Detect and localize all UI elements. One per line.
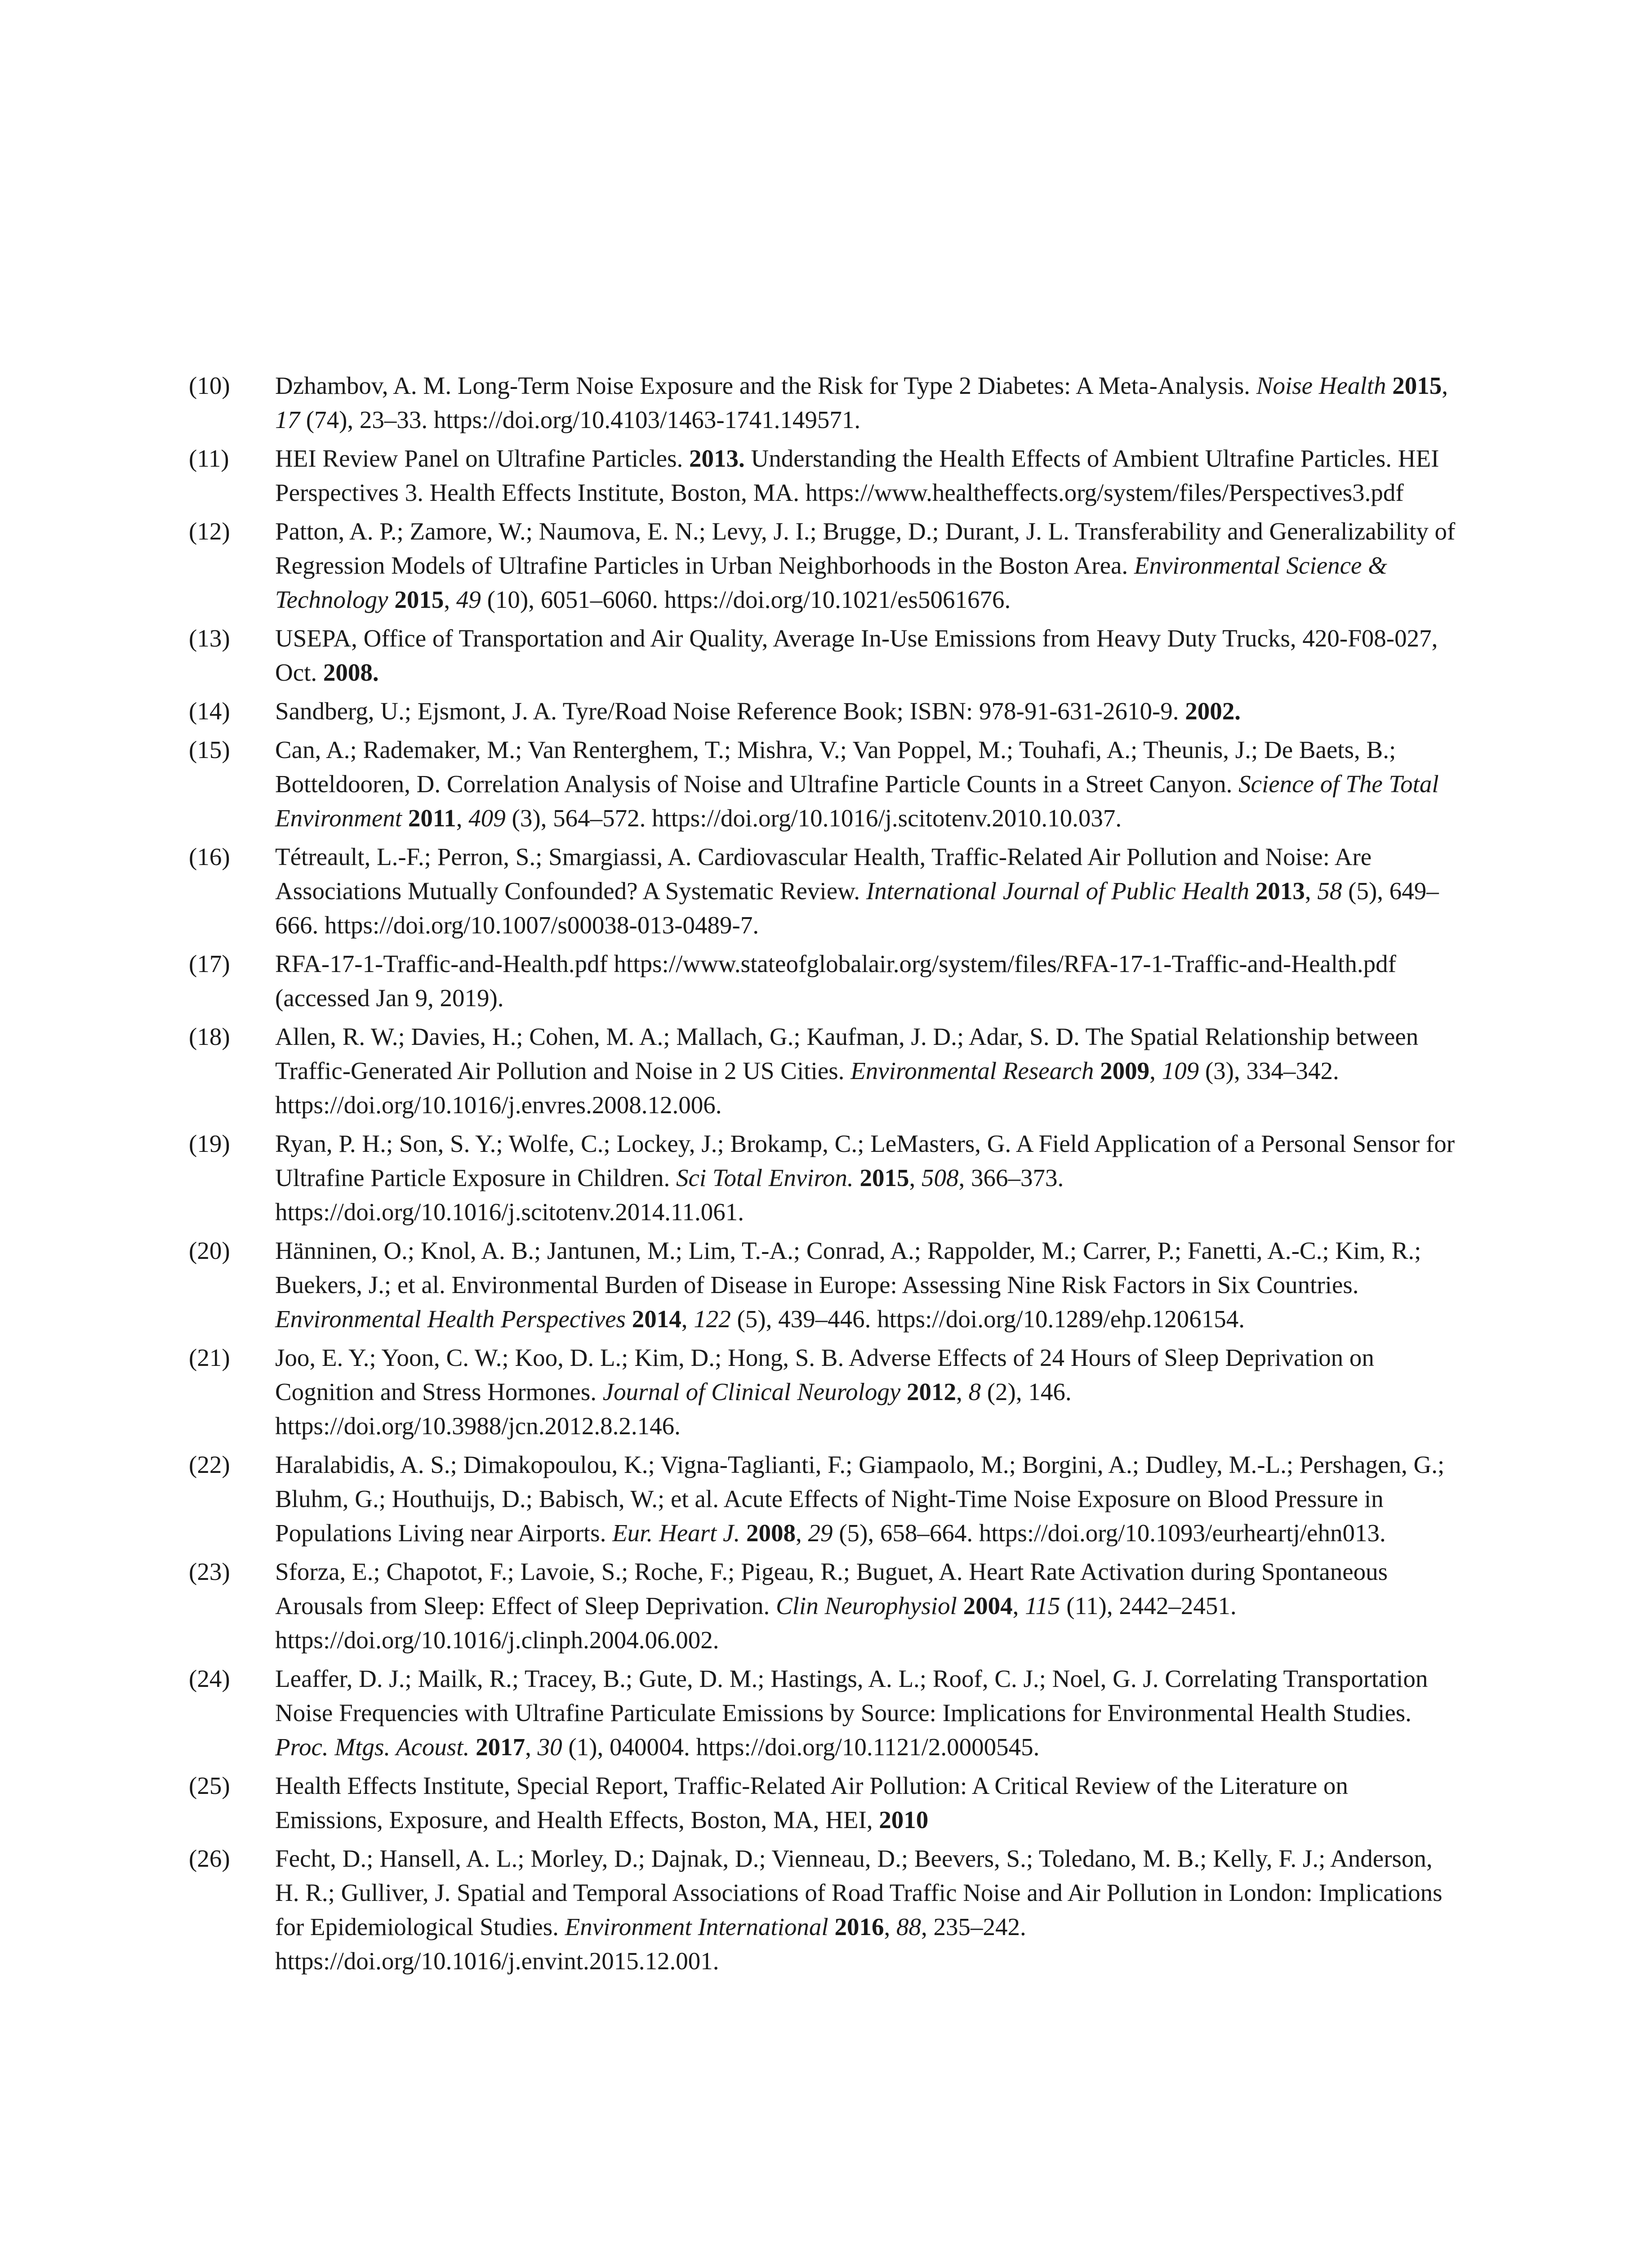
reference-number: (19): [189, 1130, 230, 1157]
reference-italic: Environment International: [565, 1913, 828, 1940]
reference-segment: [388, 586, 395, 613]
reference-italic: Science of The Total Environment: [275, 770, 1439, 832]
reference-number: (11): [189, 445, 229, 472]
reference-segment: (3), 334–342. https://doi.org/10.1016/j.envres.2008.12.006.: [275, 1057, 1339, 1119]
reference-segment: [1249, 877, 1256, 905]
reference-segment: Patton, A. P.; Zamore, W.; Naumova, E. N.; Levy, J. I.; Brugge, D.; Durant, J. L. Transferability and Generalizability of Regression Models of Ultrafine Particles in Urban Neighborhoods in the Boston Area.: [275, 517, 1456, 579]
reference-italic: Eur. Heart J.: [612, 1519, 740, 1547]
reference-number: (12): [189, 517, 230, 545]
reference-segment: ,: [884, 1913, 896, 1940]
reference-entry: [189, 369, 1456, 437]
reference-segment: Haralabidis, A. S.; Dimakopoulou, K.; Vigna-Taglianti, F.; Giampaolo, M.; Borgini, A.; Dudley, M.-L.; Pershagen, G.; Bluhm, G.; Houthuijs, D.; Babisch, W.; et al. Acute Effects of Night-Time Noise Exposure on Blood Pressure in Populations Living near Airports.: [275, 1451, 1445, 1547]
reference-segment: Understanding the Health Effects of Ambient Ultrafine Particles. HEI Perspectives 3. Health Effects Institute, Boston, MA. https://www.healtheffects.org/system/files/Perspectives3.pdf: [275, 445, 1439, 506]
reference-entry: [189, 1341, 1456, 1443]
reference-year: 2008.: [323, 659, 379, 686]
reference-number: (16): [189, 843, 230, 870]
reference-segment: (3), 564–572. https://doi.org/10.1016/j.scitotenv.2010.10.037.: [505, 804, 1122, 832]
reference-segment: ,: [1305, 877, 1318, 905]
reference-italic: Environmental Research: [850, 1057, 1094, 1084]
reference-text: [275, 1448, 1456, 1550]
reference-segment: Dzhambov, A. M. Long-Term Noise Exposure and the Risk for Type 2 Diabetes: A Meta-Analysis.: [275, 372, 1256, 399]
reference-text: [275, 733, 1456, 835]
reference-segment: ,: [681, 1305, 694, 1333]
reference-number: (18): [189, 1023, 230, 1050]
reference-segment: Tétreault, L.-F.; Perron, S.; Smargiassi, A. Cardiovascular Health, Traffic-Related Air Pollution and Noise: Are Associations Mutually Confounded? A Systematic Review.: [275, 843, 1372, 905]
reference-year: 2015: [859, 1164, 909, 1191]
reference-segment: [469, 1733, 476, 1761]
reference-segment: (10), 6051–6060. https://doi.org/10.1021/es5061676.: [481, 586, 1011, 613]
reference-segment: (5), 649–666. https://doi.org/10.1007/s00038-013-0489-7.: [275, 877, 1439, 939]
reference-italic: Clin Neurophysiol: [775, 1592, 957, 1619]
reference-italic: Proc. Mtgs. Acoust.: [275, 1733, 470, 1761]
reference-italic: International Journal of Public Health: [866, 877, 1250, 905]
reference-year: 2015: [1392, 372, 1442, 399]
reference-entry: [189, 694, 1456, 728]
reference-italic: 115: [1025, 1592, 1060, 1619]
reference-segment: [402, 804, 408, 832]
reference-segment: ,: [956, 1378, 969, 1405]
reference-number: (24): [189, 1665, 230, 1692]
reference-number: (17): [189, 950, 230, 977]
reference-segment: ,: [795, 1519, 808, 1547]
reference-italic: 58: [1317, 877, 1342, 905]
reference-text: [275, 1555, 1456, 1657]
reference-italic: 109: [1162, 1057, 1199, 1084]
reference-entry: [189, 840, 1456, 942]
reference-text: [275, 947, 1456, 1015]
reference-segment: Hänninen, O.; Knol, A. B.; Jantunen, M.; Lim, T.-A.; Conrad, A.; Rappolder, M.; Carrer, P.; Fanetti, A.-C.; Kim, R.; Buekers, J.; et al. Environmental Burden of Disease in Europe: Assessing Nine Risk Factors in Six Countries.: [275, 1237, 1421, 1298]
reference-entry: [189, 1769, 1456, 1837]
reference-text: [275, 1234, 1456, 1336]
reference-segment: Fecht, D.; Hansell, A. L.; Morley, D.; Dajnak, D.; Vienneau, D.; Beevers, S.; Toledano, M. B.; Kelly, F. J.; Anderson, H. R.; Gulliver, J. Spatial and Temporal Associations of Road Traffic Noise and Air Pollution in London: Implications for Epidemiological Studies.: [275, 1845, 1443, 1940]
reference-italic: 49: [456, 586, 481, 613]
reference-year: 2008: [746, 1519, 796, 1547]
reference-italic: 409: [468, 804, 506, 832]
reference-year: 2004: [963, 1592, 1013, 1619]
reference-segment: Can, A.; Rademaker, M.; Van Renterghem, T.; Mishra, V.; Van Poppel, M.; Touhafi, A.; Theunis, J.; De Baets, B.; Botteldooren, D. Correlation Analysis of Noise and Ultrafine Particle Counts in a Street Canyon.: [275, 736, 1396, 798]
reference-year: 2015: [394, 586, 444, 613]
reference-number: (10): [189, 372, 230, 399]
reference-segment: [854, 1164, 860, 1191]
reference-segment: [957, 1592, 963, 1619]
reference-year: 2009: [1100, 1057, 1150, 1084]
reference-italic: 8: [968, 1378, 981, 1405]
reference-segment: RFA-17-1-Traffic-and-Health.pdf https://www.stateofglobalair.org/system/files/RFA-17-1-Traffic-and-Health.pdf (accessed Jan 9, 2019).: [275, 950, 1396, 1012]
reference-text: [275, 514, 1456, 617]
reference-number: (13): [189, 624, 230, 652]
reference-segment: , 235–242. https://doi.org/10.1016/j.envint.2015.12.001.: [275, 1913, 1026, 1975]
reference-entry: [189, 514, 1456, 617]
reference-number: (20): [189, 1237, 230, 1264]
reference-text: [275, 1127, 1456, 1229]
reference-italic: 17: [275, 406, 300, 433]
reference-segment: [828, 1913, 835, 1940]
reference-text: [275, 369, 1456, 437]
reference-segment: Leaffer, D. J.; Mailk, R.; Tracey, B.; Gute, D. M.; Hastings, A. L.; Roof, C. J.; Noel, G. J. Correlating Transportation Noise Frequencies with Ultrafine Particulate Emissions by Source: Implications for Environmental Health Studies.: [275, 1665, 1428, 1726]
reference-number: (23): [189, 1558, 230, 1585]
reference-segment: Ryan, P. H.; Son, S. Y.; Wolfe, C.; Lockey, J.; Brokamp, C.; LeMasters, G. A Field Application of a Personal Sensor for Ultrafine Particle Exposure in Children.: [275, 1130, 1455, 1191]
reference-entry: [189, 1448, 1456, 1550]
reference-segment: ,: [1012, 1592, 1025, 1619]
reference-number: (25): [189, 1772, 230, 1799]
reference-text: [275, 1020, 1456, 1122]
reference-segment: (11), 2442–2451. https://doi.org/10.1016/j.clinph.2004.06.002.: [275, 1592, 1237, 1654]
reference-entry: [189, 1020, 1456, 1122]
reference-number: (22): [189, 1451, 230, 1478]
reference-entry: [189, 442, 1456, 510]
reference-italic: Sci Total Environ.: [676, 1164, 854, 1191]
reference-segment: [740, 1519, 746, 1547]
reference-text: [275, 1769, 1456, 1837]
reference-year: 2013: [1255, 877, 1305, 905]
reference-segment: Sforza, E.; Chapotot, F.; Lavoie, S.; Roche, F.; Pigeau, R.; Buguet, A. Heart Rate Activation during Spontaneous Arousals from Sleep: Effect of Sleep Deprivation.: [275, 1558, 1388, 1619]
reference-year: 2017: [476, 1733, 525, 1761]
reference-segment: [1094, 1057, 1100, 1084]
reference-italic: 30: [537, 1733, 562, 1761]
reference-segment: , 366–373. https://doi.org/10.1016/j.scitotenv.2014.11.061.: [275, 1164, 1064, 1226]
reference-year: 2012: [906, 1378, 956, 1405]
reference-year: 2016: [834, 1913, 884, 1940]
reference-entry: [189, 1234, 1456, 1336]
reference-year: 2014: [632, 1305, 681, 1333]
reference-entry: [189, 621, 1456, 690]
reference-year: 2010: [879, 1806, 929, 1833]
reference-text: [275, 840, 1456, 942]
reference-segment: (5), 658–664. https://doi.org/10.1093/eurheartj/ehn013.: [833, 1519, 1386, 1547]
reference-italic: Journal of Clinical Neurology: [602, 1378, 901, 1405]
reference-segment: (2), 146. https://doi.org/10.3988/jcn.2012.8.2.146.: [275, 1378, 1072, 1440]
reference-italic: 88: [896, 1913, 921, 1940]
reference-list: [189, 369, 1456, 1983]
reference-text: [275, 694, 1456, 728]
reference-segment: ,: [1442, 372, 1448, 399]
reference-year: 2013.: [689, 445, 745, 472]
reference-entry: [189, 947, 1456, 1015]
reference-segment: (74), 23–33. https://doi.org/10.4103/1463-1741.149571.: [300, 406, 861, 433]
reference-entry: [189, 1555, 1456, 1657]
reference-entry: [189, 1127, 1456, 1229]
reference-entry: [189, 1842, 1456, 1978]
reference-segment: ,: [456, 804, 469, 832]
reference-segment: HEI Review Panel on Ultrafine Particles.: [275, 445, 689, 472]
reference-segment: (5), 439–446. https://doi.org/10.1289/ehp.1206154.: [730, 1305, 1245, 1333]
reference-text: [275, 1662, 1456, 1764]
reference-italic: 29: [808, 1519, 833, 1547]
reference-segment: ,: [525, 1733, 538, 1761]
reference-segment: [1386, 372, 1393, 399]
reference-italic: Environmental Science & Technology: [275, 552, 1387, 613]
reference-entry: [189, 1662, 1456, 1764]
reference-italic: Noise Health: [1256, 372, 1386, 399]
reference-segment: Sandberg, U.; Ejsmont, J. A. Tyre/Road Noise Reference Book; ISBN: 978-91-631-2610-9.: [275, 697, 1185, 725]
reference-segment: USEPA, Office of Transportation and Air Quality, Average In-Use Emissions from Heavy Duty Trucks, 420-F08-027, Oct.: [275, 624, 1438, 686]
reference-italic: 122: [694, 1305, 731, 1333]
reference-text: [275, 621, 1456, 690]
reference-segment: (1), 040004. https://doi.org/10.1121/2.0000545.: [562, 1733, 1040, 1761]
reference-segment: ,: [444, 586, 456, 613]
reference-text: [275, 1842, 1456, 1978]
reference-segment: [626, 1305, 632, 1333]
reference-number: (26): [189, 1845, 230, 1872]
reference-number: (21): [189, 1344, 230, 1371]
reference-segment: [900, 1378, 907, 1405]
reference-year: 2002.: [1185, 697, 1241, 725]
reference-text: [275, 1341, 1456, 1443]
reference-italic: 508: [921, 1164, 959, 1191]
reference-segment: Joo, E. Y.; Yoon, C. W.; Koo, D. L.; Kim, D.; Hong, S. B. Adverse Effects of 24 Hours of Sleep Deprivation on Cognition and Stress Hormones.: [275, 1344, 1374, 1405]
reference-number: (14): [189, 697, 230, 725]
reference-italic: Environmental Health Perspectives: [275, 1305, 626, 1333]
reference-segment: ,: [909, 1164, 922, 1191]
reference-segment: Allen, R. W.; Davies, H.; Cohen, M. A.; Mallach, G.; Kaufman, J. D.; Adar, S. D. The Spatial Relationship between Traffic-Generated Air Pollution and Noise in 2 US Cities.: [275, 1023, 1419, 1084]
reference-year: 2011: [408, 804, 456, 832]
reference-number: (15): [189, 736, 230, 763]
reference-text: [275, 442, 1456, 510]
reference-segment: Health Effects Institute, Special Report, Traffic-Related Air Pollution: A Critical Review of the Literature on Emissions, Exposure, and Health Effects, Boston, MA, HEI,: [275, 1772, 1348, 1833]
reference-entry: [189, 733, 1456, 835]
reference-segment: ,: [1149, 1057, 1162, 1084]
